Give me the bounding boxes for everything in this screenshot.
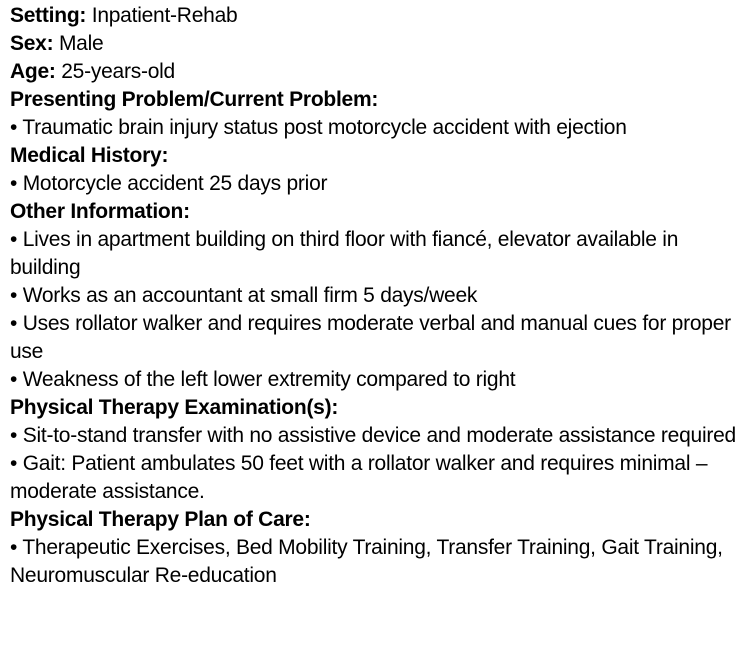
list-item [10,114,740,142]
pt-plan-of-care-list [10,534,740,590]
list-item [10,366,740,394]
list-item-text: Uses rollator walker and requires moderate verbal and manual cues for proper use [10,312,731,363]
bullet-icon: • [10,312,23,335]
other-information-heading: Other Information: [10,200,190,223]
bullet-icon: • [10,228,23,251]
list-item [10,310,740,366]
list-item-text: Traumatic brain injury status post motorcycle accident with ejection [22,116,627,139]
list-item [10,534,740,590]
sex-value: Male [53,32,104,55]
list-item-text: Lives in apartment building on third floor with fiancé, elevator available in building [10,228,679,279]
list-item-text: Works as an accountant at small firm 5 days/week [22,284,478,307]
list-item-text: Therapeutic Exercises, Bed Mobility Training, Transfer Training, Gait Training, Neuromuscular Re-education [10,536,723,587]
medical-history-heading: Medical History: [10,144,169,167]
bullet-icon: • [10,424,23,447]
bullet-icon: • [10,116,23,139]
setting-value: Inpatient-Rehab [86,4,238,27]
setting-line [10,2,740,30]
list-item-text: Sit-to-stand transfer with no assistive device and moderate assistance required [22,424,736,447]
pt-plan-of-care-heading: Physical Therapy Plan of Care: [10,508,311,531]
list-item [10,226,740,282]
bullet-icon: • [10,368,23,391]
list-item-text: Gait: Patient ambulates 50 feet with a rollator walker and requires minimal –moderate assistance. [10,452,708,503]
pt-examination-heading: Physical Therapy Examination(s): [10,396,339,419]
list-item [10,450,740,506]
presenting-problem-heading: Presenting Problem/Current Problem: [10,88,379,111]
list-item [10,422,740,450]
bullet-icon: • [10,536,23,559]
medical-history-list [10,170,740,198]
presenting-problem-list [10,114,740,142]
bullet-icon: • [10,172,23,195]
bullet-icon: • [10,452,23,475]
sex-line [10,30,740,58]
age-label: Age: [10,60,56,83]
pt-examination-list [10,422,740,506]
age-line [10,58,740,86]
age-value: 25-years-old [55,60,175,83]
sex-label: Sex: [10,32,54,55]
setting-label: Setting: [10,4,87,27]
bullet-icon: • [10,284,23,307]
other-information-list [10,226,740,394]
list-item-text: Weakness of the left lower extremity compared to right [22,368,516,391]
list-item [10,282,740,310]
list-item-text: Motorcycle accident 25 days prior [22,172,328,195]
list-item [10,170,740,198]
